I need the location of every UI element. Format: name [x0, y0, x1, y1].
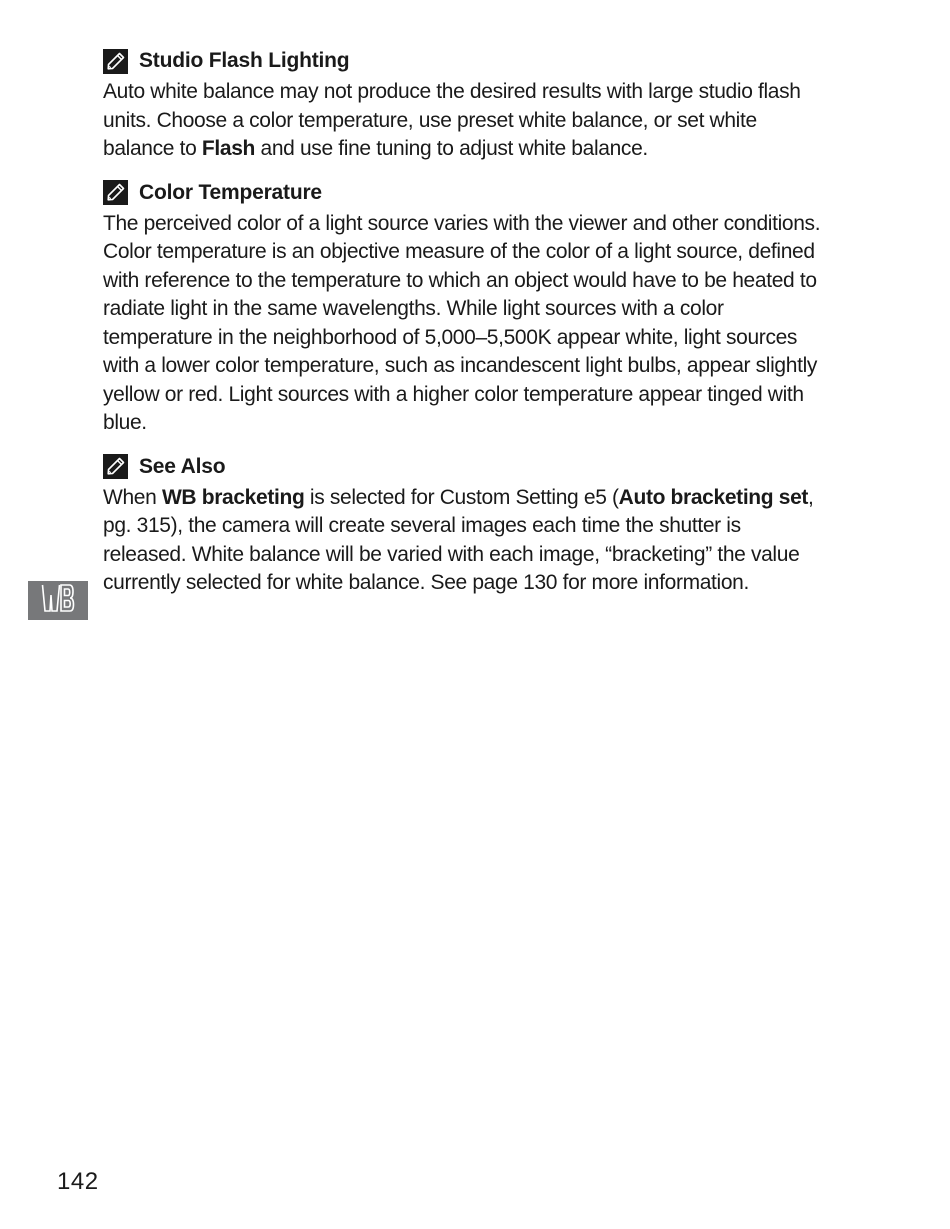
note-body — [103, 78, 825, 164]
bold-term: WB bracketing — [161, 485, 305, 509]
wb-section-tab — [28, 581, 88, 620]
note-body — [103, 210, 825, 438]
note-body — [103, 484, 825, 598]
pencil-note-icon — [103, 454, 128, 479]
wb-section-icon — [41, 583, 75, 618]
note-title: See Also — [139, 454, 226, 478]
body-text: is selected for Custom Setting e5 ( — [304, 485, 619, 509]
note-see-also — [103, 450, 825, 598]
bold-term: Auto bracketing set — [618, 485, 809, 509]
body-text: , pg. 315), the camera will create several images each time the shutter is released. White balance will be varied with each image, “bracketing” the value currently selected for white balance. See page 130 for more information. — [103, 485, 814, 594]
page-content — [103, 44, 825, 610]
note-heading — [103, 44, 825, 78]
bold-term: Flash — [201, 137, 256, 160]
note-heading — [103, 176, 825, 210]
body-text: When — [103, 485, 162, 509]
pencil-note-icon — [103, 49, 128, 74]
note-title: Studio Flash Lighting — [139, 49, 350, 72]
body-text: Auto white balance may not produce the desired results with large studio flash units. Choose a color temperature, use preset white balance, or set white balance to — [103, 80, 801, 160]
pencil-note-icon — [103, 180, 128, 205]
note-studio-flash-lighting — [103, 44, 825, 164]
note-heading — [103, 450, 825, 484]
body-text: and use fine tuning to adjust white balance. — [255, 137, 648, 160]
note-color-temperature — [103, 176, 825, 438]
body-text: The perceived color of a light source varies with the viewer and other conditions. Color temperature is an objective measure of the color of a light source, defined with reference to the temperature to which an object would have to be heated to radiate light in the same wavelengths. While light sources with a color temperature in the neighborhood of 5,000–5,500K appear white, light sources with a lower color temperature, such as incandescent light bulbs, appear slightly yellow or red. Light sources with a higher color temperature appear tinged with blue. — [103, 211, 821, 434]
note-title: Color Temperature — [139, 180, 322, 204]
page-number: 142 — [57, 1168, 99, 1195]
